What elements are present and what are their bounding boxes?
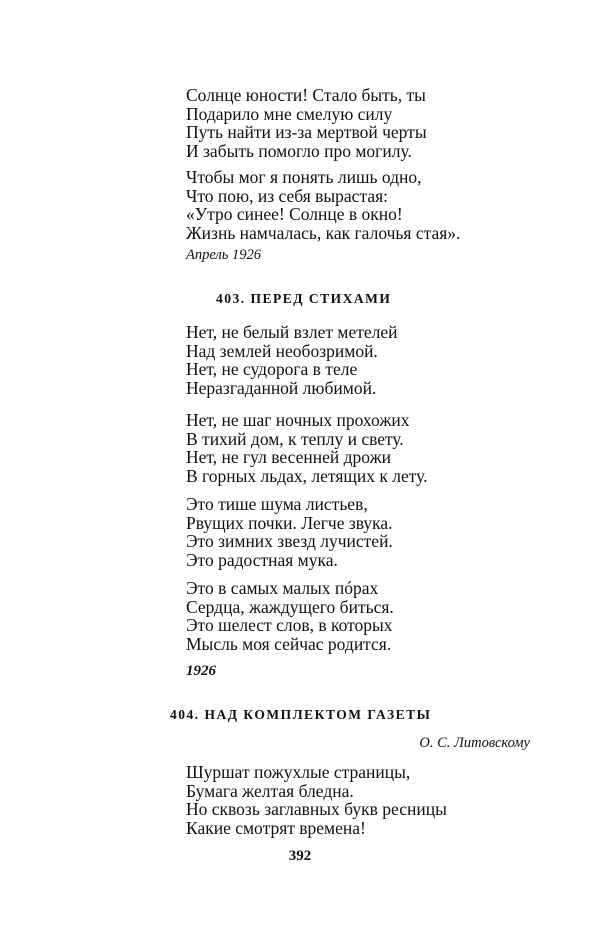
poem-line: И забыть помогло про могилу.: [186, 140, 412, 161]
poem-line: Это в самых малых пóрах: [186, 578, 379, 598]
poem-403-stanza-3: [186, 495, 393, 569]
poem-403-date: 1926: [186, 663, 216, 679]
poem-line: Шуршат пожухлые страницы,: [186, 762, 411, 782]
poem-404-stanza-1: [186, 763, 447, 837]
poem-line: Какие смотрят времена!: [186, 817, 366, 838]
poem-403-heading: 403. ПЕРЕД СТИХАМИ: [216, 291, 392, 306]
poem-line: Нет, не шаг ночных прохожих: [186, 410, 410, 430]
poem-404-heading: 404. НАД КОМПЛЕКТОМ ГАЗЕТЫ: [170, 707, 432, 722]
poem-line: Но сквозь заглавных букв ресницы: [186, 799, 447, 819]
poem-404-dedication: О. С. Литовскому: [419, 735, 530, 751]
poem-line: Нет, не белый взлет метелей: [186, 322, 398, 342]
poem-402-stanza-1: [186, 86, 427, 160]
poem-line: Неразгаданной любимой.: [186, 377, 377, 398]
poem-line: Это радостная мука.: [186, 549, 338, 570]
poem-403-stanza-1: [186, 323, 398, 397]
poem-line: В тихий дом, к теплу и свету.: [186, 428, 404, 449]
poem-line: Рвущих почки. Легче звука.: [186, 512, 393, 533]
poem-line: Сердца, жаждущего биться.: [186, 596, 394, 617]
poem-403-stanza-4: [186, 579, 394, 653]
poem-line: Это зимних звезд лучистей.: [186, 531, 393, 551]
poem-line: Бумага желтая бледна.: [186, 780, 354, 801]
poem-line: Мысль моя сейчас родится.: [186, 633, 392, 654]
poem-line: Это шелест слов, в которых: [186, 615, 393, 635]
poem-402-stanza-2: [186, 168, 460, 242]
poem-line: Чтобы мог я понять лишь одно,: [186, 167, 422, 187]
poem-line: Путь найти из-за мертвой черты: [186, 122, 427, 142]
poem-403-stanza-2: [186, 411, 428, 485]
poem-line: Нет, не судорога в теле: [186, 359, 358, 379]
poem-line: Солнце юности! Стало быть, ты: [186, 85, 426, 105]
poem-402-date: Апрель 1926: [186, 247, 261, 263]
poem-line: Над землей необозримой.: [186, 340, 378, 361]
poem-line: Жизнь намчалась, как галочья стая».: [186, 222, 461, 243]
poem-line: В горных льдах, летящих к лету.: [186, 465, 428, 486]
poem-line: Нет, не гул весенней дрожи: [186, 447, 392, 467]
page-number: 392: [288, 848, 312, 864]
poem-line: Это тише шума листьев,: [186, 494, 368, 514]
poem-line: «Утро синее! Солнце в окно!: [186, 204, 403, 224]
poem-line: Подарило мне смелую силу: [186, 103, 393, 124]
poem-line: Что пою, из себя вырастая:: [186, 185, 388, 206]
